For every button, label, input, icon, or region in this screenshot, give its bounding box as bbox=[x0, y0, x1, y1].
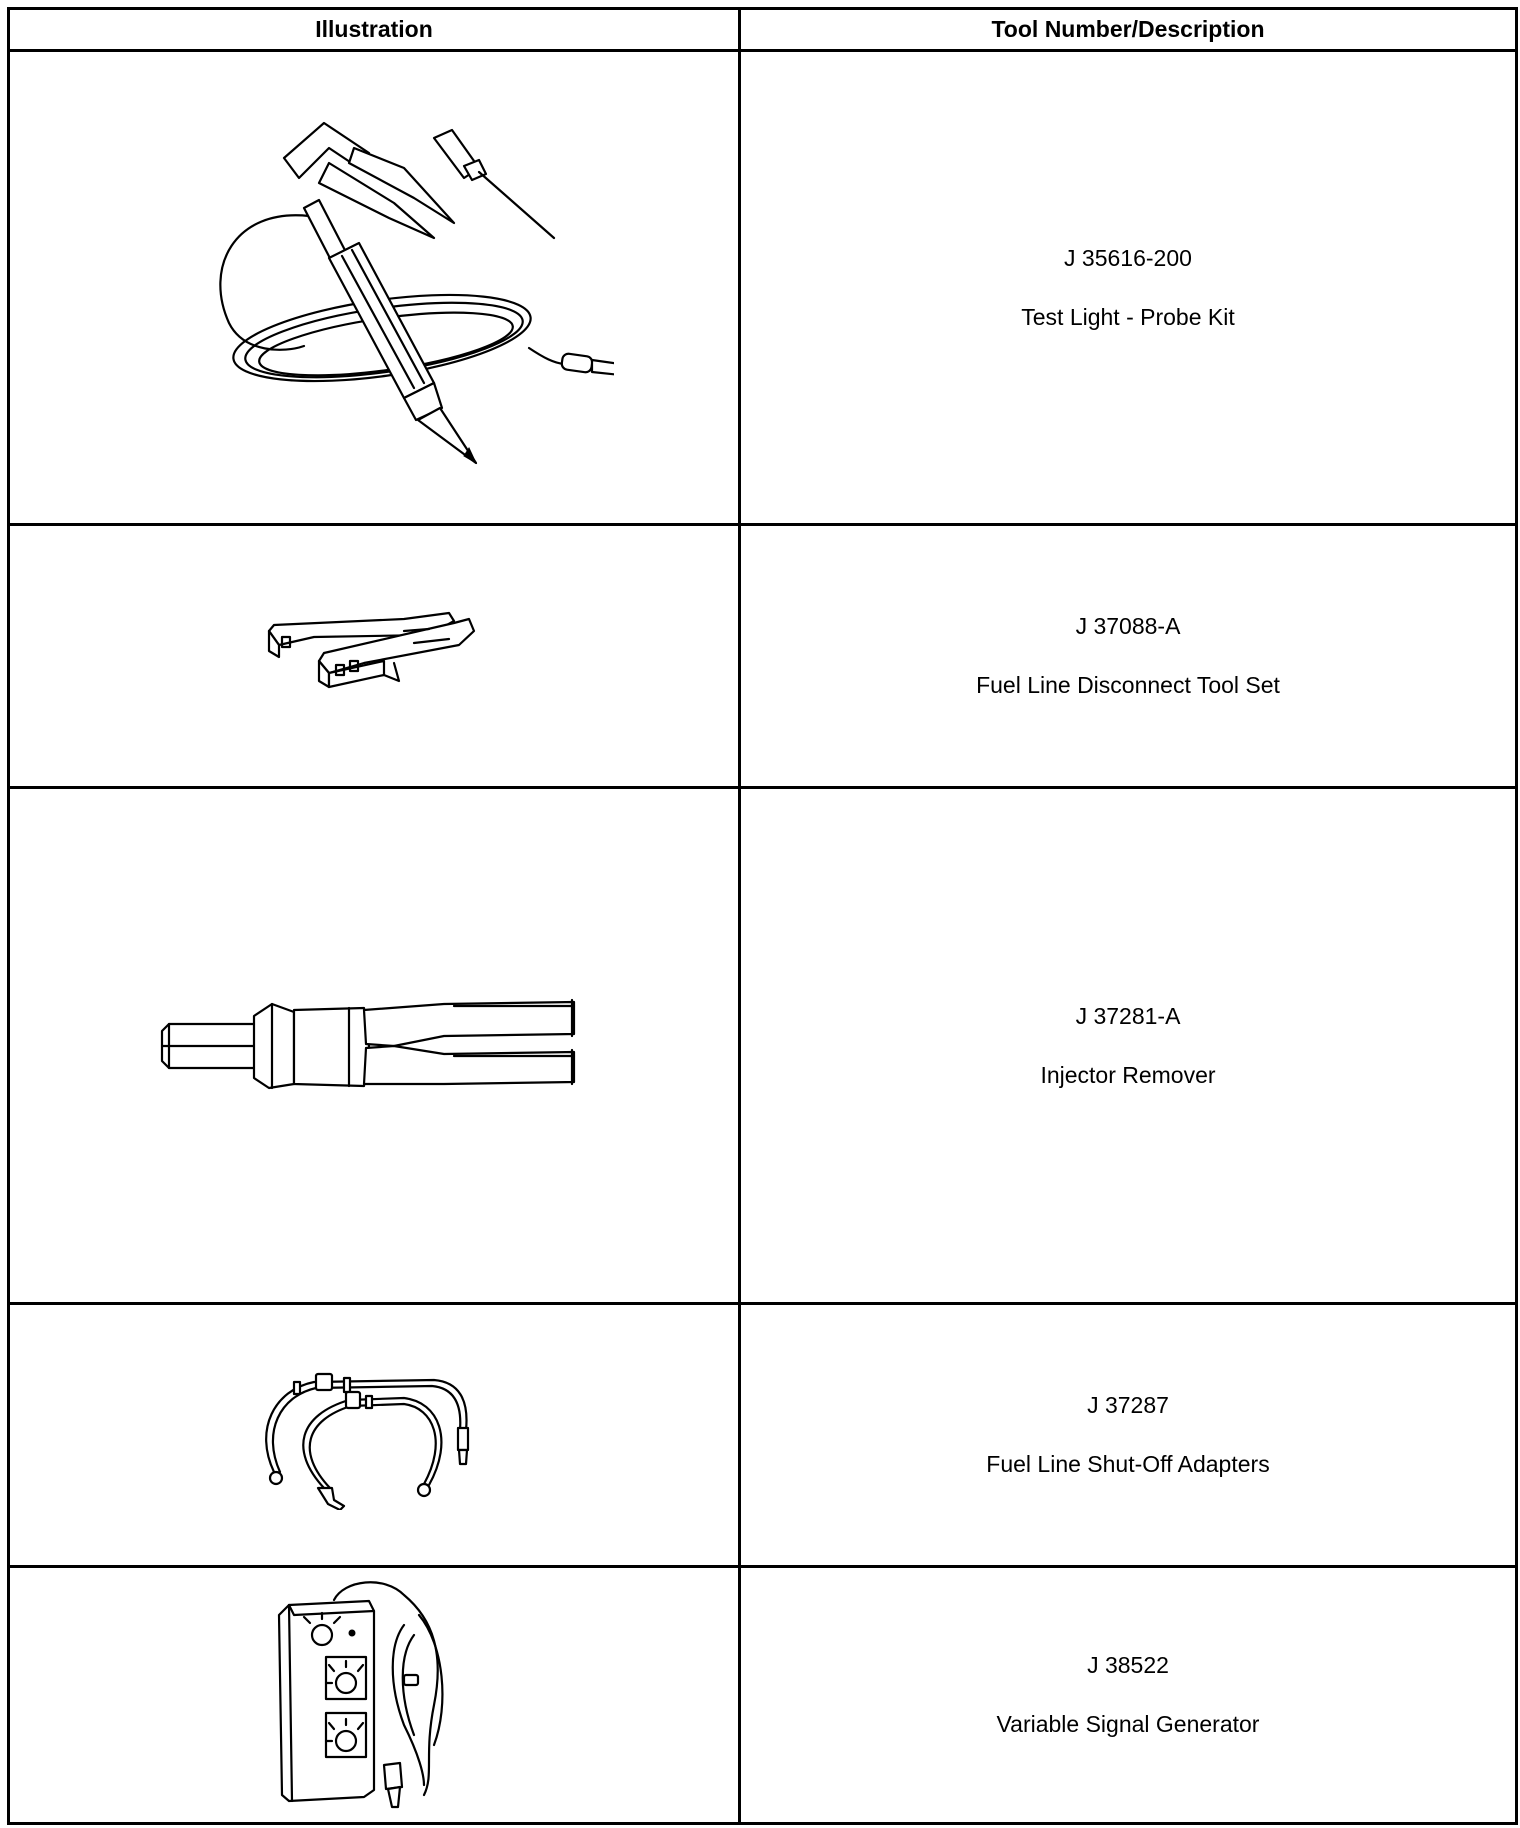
tool-number: J 37088-A bbox=[1075, 613, 1181, 639]
table-row bbox=[9, 1567, 1517, 1824]
tool-description: Variable Signal Generator bbox=[996, 1711, 1260, 1737]
fuel-line-disconnect-tool-icon bbox=[254, 601, 494, 711]
table-row bbox=[9, 788, 1517, 1304]
tool-column-header: Tool Number/Description bbox=[740, 9, 1517, 51]
fuel-line-adapters-icon bbox=[254, 1360, 494, 1510]
tool-description-cell bbox=[740, 1304, 1517, 1567]
illustration-cell bbox=[9, 1567, 740, 1824]
tool-description: Fuel Line Disconnect Tool Set bbox=[976, 672, 1280, 698]
tool-description-cell bbox=[740, 788, 1517, 1304]
tool-description: Injector Remover bbox=[1040, 1061, 1216, 1088]
illustration-cell bbox=[9, 788, 740, 1304]
tool-number: J 35616-200 bbox=[1064, 244, 1192, 271]
illustration-column-header: Illustration bbox=[9, 9, 740, 51]
injector-remover-icon bbox=[154, 996, 594, 1096]
illustration-cell bbox=[9, 51, 740, 525]
special-tools-table bbox=[7, 7, 1518, 1825]
tool-description-cell bbox=[740, 525, 1517, 788]
test-light-probe-kit-icon bbox=[134, 108, 614, 468]
signal-generator-icon bbox=[274, 1575, 474, 1815]
illustration-cell bbox=[9, 1304, 740, 1567]
illustration-cell bbox=[9, 525, 740, 788]
tool-description: Fuel Line Shut-Off Adapters bbox=[986, 1451, 1270, 1477]
tool-number: J 37281-A bbox=[1075, 1002, 1181, 1029]
tool-description-cell bbox=[740, 51, 1517, 525]
table-row bbox=[9, 1304, 1517, 1567]
tool-number: J 37287 bbox=[1087, 1392, 1169, 1418]
table-row bbox=[9, 51, 1517, 525]
table-header-row bbox=[9, 9, 1517, 51]
table-row bbox=[9, 525, 1517, 788]
tool-number: J 38522 bbox=[1087, 1652, 1169, 1678]
tool-description-cell bbox=[740, 1567, 1517, 1824]
tool-description: Test Light - Probe Kit bbox=[1021, 303, 1235, 330]
